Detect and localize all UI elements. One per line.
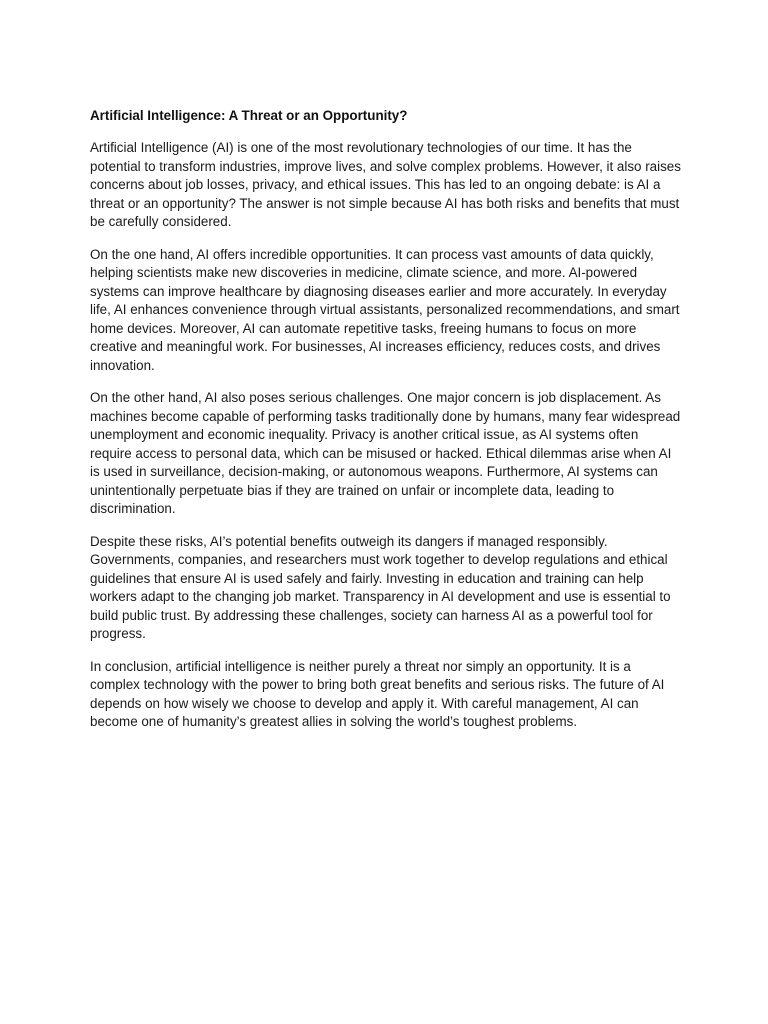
paragraph-conclusion: In conclusion, artificial intelligence is neither purely a threat nor simply an opportunity. It is a complex technology with the power to bring both great benefits and serious risks. The future of AI depends on how wisely we choose to develop and apply it. With careful management, AI can become one of humanity’s greatest allies in solving the world’s toughest problems. [90,658,665,729]
paragraph-challenges: On the other hand, AI also poses serious challenges. One major concern is job displacement. As machines become capable of performing tasks traditionally done by humans, many fear widespread unemployment and economic inequality. Privacy is another critical issue, as AI systems often require access to personal data, which can be misused or hacked. Ethical dilemmas arise when AI is used in surveillance, decision-making, or autonomous weapons. Furthermore, AI systems can unintentionally perpetuate bias if they are trained on unfair or incomplete data, leading to discrimination. [90,390,681,516]
document-body [90,106,682,746]
paragraph-introduction: Artificial Intelligence (AI) is one of the most revolutionary technologies of our time. It has the potential to transform industries, improve lives, and solve complex problems. However, it also raises concerns about job losses, privacy, and ethical issues. This has led to an ongoing debate: is AI a threat or an opportunity? The answer is not simple because AI has both risks and benefits that must be carefully considered. [90,140,681,229]
document-title: Artificial Intelligence: A Threat or an Opportunity? [90,108,408,123]
paragraph-opportunities: On the one hand, AI offers incredible opportunities. It can process vast amounts of data quickly, helping scientists make new discoveries in medicine, climate science, and more. AI-powered systems can improve healthcare by diagnosing diseases earlier and more accurately. In everyday life, AI enhances convenience through virtual assistants, personalized recommendations, and smart home devices. Moreover, AI can automate repetitive tasks, freeing humans to focus on more creative and meaningful work. For businesses, AI increases efficiency, reduces costs, and drives innovation. [90,246,680,373]
paragraph-benefits-outweigh: Despite these risks, AI’s potential benefits outweigh its dangers if managed responsibly. Governments, companies, and researchers must work together to develop regulations and ethical guidelines that ensure AI is used safely and fairly. Investing in education and training can help workers adapt to the changing job market. Transparency in AI development and use is essential to build public trust. By addressing these challenges, society can harness AI as a powerful tool for progress. [90,533,671,641]
